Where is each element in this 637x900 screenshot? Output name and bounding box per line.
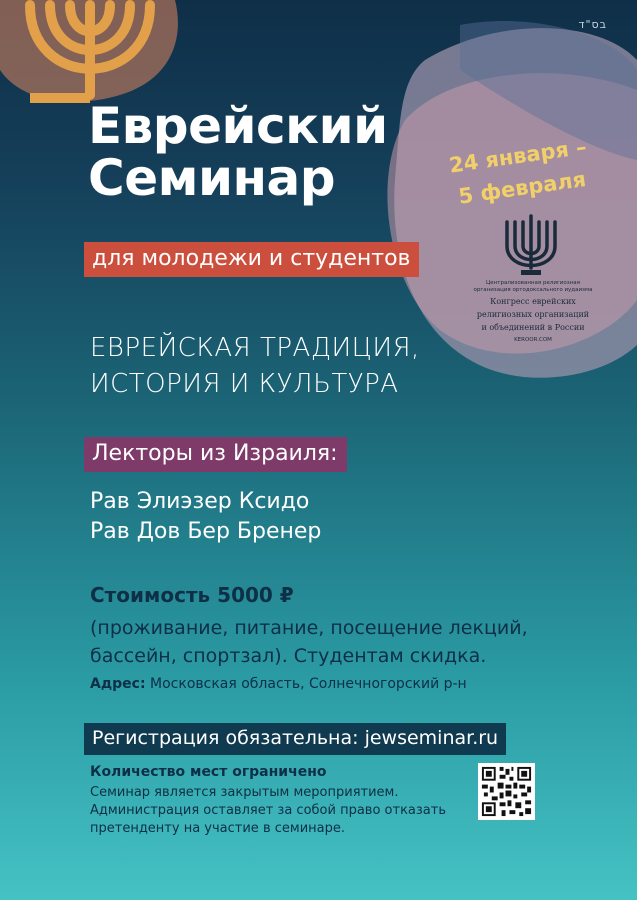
dates-line-2: 5 февраля bbox=[456, 167, 588, 209]
org-site: KEROOR.COM bbox=[514, 337, 552, 343]
address bbox=[90, 676, 467, 692]
disclaimer-line-3: претенденту на участие в семинаре. bbox=[90, 821, 345, 836]
lecturers-heading: Лекторы из Израиля: bbox=[84, 437, 347, 472]
registration-band[interactable]: Регистрация обязательна: jewseminar.ru bbox=[84, 723, 506, 755]
menorah-logo-icon bbox=[504, 212, 558, 278]
organization-text bbox=[465, 280, 601, 343]
address-value: Московская область, Солнечногорский р-н bbox=[150, 676, 467, 692]
seats-notice: Количество мест ограничено bbox=[90, 764, 327, 780]
org-small-line-1: Централизованная религиозная bbox=[486, 280, 580, 286]
besad-mark: בס"ד bbox=[578, 18, 607, 31]
org-small-line-2: организация ортодоксального иудаизма bbox=[473, 287, 593, 293]
price-desc-line-1: (проживание, питание, посещение лекций, bbox=[90, 617, 528, 639]
lecturer-1: Рав Элиэзер Ксидо bbox=[90, 489, 310, 514]
theme-line-2: ИСТОРИЯ И КУЛЬТУРА bbox=[90, 369, 399, 399]
subtitle-band: для молодежи и студентов bbox=[84, 242, 419, 277]
org-main-line-3: и объединений в России bbox=[481, 323, 585, 332]
address-label: Адрес: bbox=[90, 676, 146, 692]
lecturer-2: Рав Дов Бер Бренер bbox=[90, 519, 322, 544]
seminar-theme bbox=[90, 330, 420, 402]
org-main-line-1: Конгресс еврейских bbox=[490, 297, 576, 306]
title-line-2: Семинар bbox=[88, 149, 336, 207]
disclaimer-line-1: Семинар является закрытым мероприятием. bbox=[90, 785, 399, 800]
price-description bbox=[90, 614, 528, 670]
theme-line-1: ЕВРЕЙСКАЯ ТРАДИЦИЯ, bbox=[90, 333, 420, 363]
dates-line-1: 24 января – bbox=[447, 134, 588, 178]
disclaimer bbox=[90, 784, 470, 838]
org-main-line-2: религиозных организаций bbox=[476, 310, 590, 319]
price-label: Стоимость 5000 ₽ bbox=[90, 583, 294, 607]
price-desc-line-2: бассейн, спортзал). Студентам скидка. bbox=[90, 645, 487, 667]
disclaimer-line-2: Администрация оставляет за собой право отказать bbox=[90, 803, 446, 818]
page-title bbox=[88, 97, 388, 207]
qr-code[interactable] bbox=[478, 763, 535, 820]
title-line-1: Еврейский bbox=[88, 97, 388, 155]
lecturers-list bbox=[90, 487, 321, 547]
